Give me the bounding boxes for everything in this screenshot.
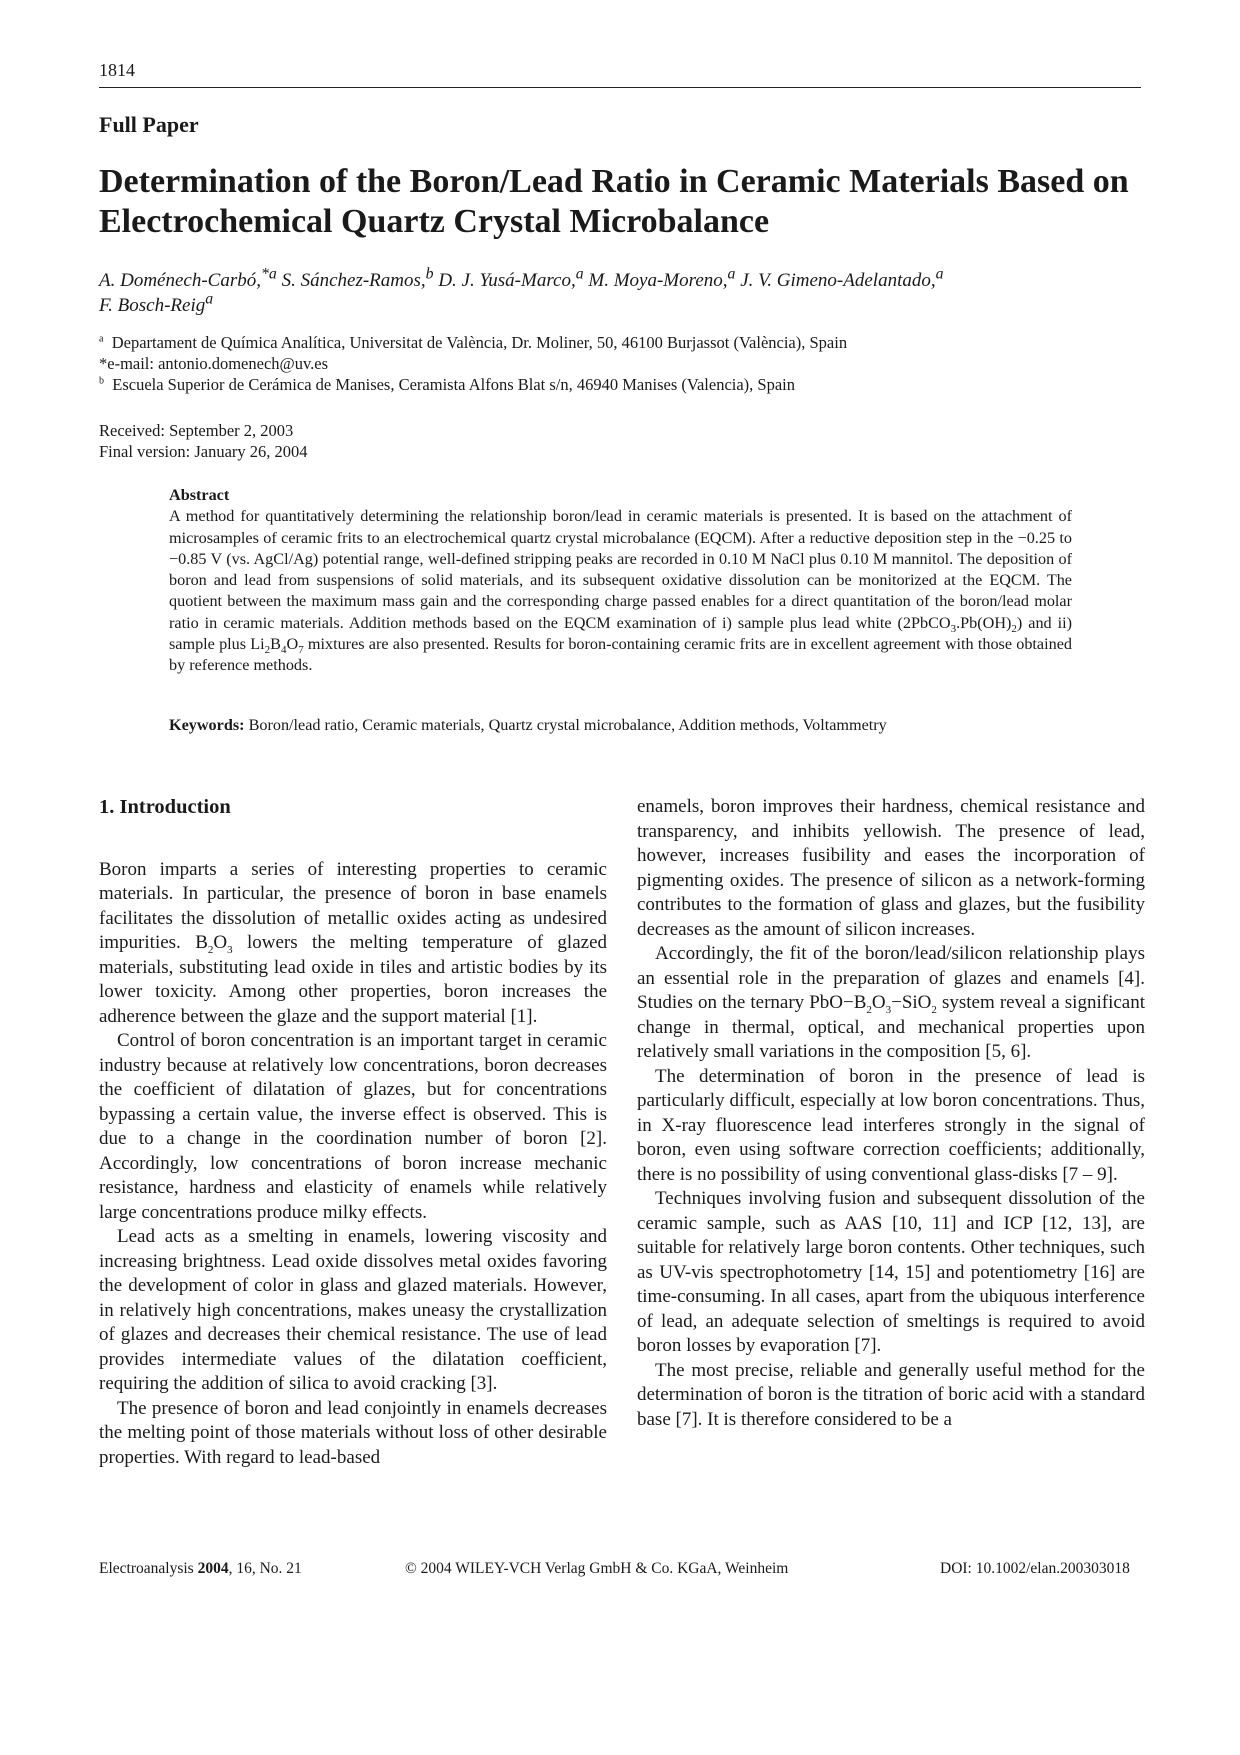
- affiliation-a: $^a$ Departament de Química Analítica, Universitat de València, Dr. Moliner, 50, 46100 Burjassot (València), Spain: [99, 333, 848, 352]
- section-heading: 1. Introduction: [99, 796, 231, 818]
- received-date: Received: September 2, 2003: [99, 421, 294, 440]
- paragraph: Accordingly, the fit of the boron/lead/silicon relationship plays an essential role in the preparation of glazes and enamels [4]. Studies on the ternary $PbO-B_2O_3-SiO_2$ system reveal a significant change in thermal, optical, and mechanical properties upon relatively small variations in the composition [5, 6].: [637, 943, 1145, 1062]
- right-column: [637, 795, 1145, 1432]
- affiliation-b: $^b$ Escuela Superior de Cerámica de Manises, Ceramista Alfons Blat s/n, 46940 Manises (Valencia), Spain: [99, 375, 796, 394]
- section-label: Full Paper: [99, 112, 199, 137]
- author: M. Moya-Moreno,$^a$: [588, 265, 736, 291]
- contact-email: *e-mail: antonio.domenech@uv.es: [99, 354, 329, 373]
- submission-dates: [99, 420, 308, 462]
- author: A. Doménech-Carbó,$^{*a}$: [99, 265, 277, 291]
- author: D. J. Yusá-Marco,$^a$: [438, 265, 584, 291]
- left-column: [99, 795, 607, 1470]
- author: S. Sánchez-Ramos,$^b$: [281, 265, 434, 291]
- paragraph: Boron imparts a series of interesting properties to ceramic materials. In particular, the presence of boron in base enamels facilitates the dissolution of metallic oxides acting as undesired impurities. $B_2O_3$ lowers the melting temperature of glazed materials, substituting lead oxide in tiles and artistic bodies by its lower toxicity. Among other properties, boron increases the adherence between the glaze and the support material [1].: [99, 858, 607, 1027]
- author: F. Bosch-Reig$^a$: [99, 290, 214, 316]
- paper-title: Determination of the Boron/Lead Ratio in Ceramic Materials Based on Electrochemical Quartz Crystal Microbalance: [99, 163, 1129, 240]
- footer-journal: Electroanalysis 2004, 16, No. 21: [99, 1560, 302, 1577]
- footer-copyright: © 2004 WILEY-VCH Verlag GmbH & Co. KGaA, Weinheim: [405, 1560, 789, 1577]
- page-number: 1814: [99, 60, 135, 80]
- paragraph: The presence of boron and lead conjointly in enamels decreases the melting point of those materials without loss of other desirable properties. With regard to lead-based: [99, 1397, 607, 1468]
- abstract-body: A method for quantitatively determining the relationship boron/lead in ceramic materials is presented. It is based on the attachment of microsamples of ceramic frits to an electrochemical quartz crystal microbalance (EQCM). After a reductive deposition step in the −0.25 to −0.85 V (vs. AgCl/Ag) potential range, well-defined stripping peaks are recorded in 0.10 M NaCl plus 0.10 M mannitol. The deposition of boron and lead from suspensions of solid materials, and its subsequent oxidative dissolution can be monitorized at the EQCM. The quotient between the maximum mass gain and the corresponding charge passed enables for a direct quantitation of the boron/lead molar ratio in ceramic materials. Addition methods based on the EQCM examination of i) sample plus lead white $(2PbCO_3.Pb(OH)_2)$ and ii) sample plus $Li_2B_4O_7$ mixtures are also presented. Results for boron-containing ceramic frits are in excellent agreement with those obtained by reference methods.: [169, 507, 1072, 675]
- keywords-label: Keywords:: [169, 716, 245, 734]
- author: J. V. Gimeno-Adelantado,$^a$: [740, 265, 944, 291]
- abstract-heading: Abstract: [169, 486, 230, 504]
- paragraph: The determination of boron in the presence of lead is particularly difficult, especially at low boron concentrations. Thus, in X-ray fluorescence lead interferes strongly in the signal of boron, even using software correction coefficients; additionally, there is no possibility of using conventional glass-disks [7 – 9].: [637, 1065, 1145, 1185]
- footer-doi: DOI: 10.1002/elan.200303018: [940, 1560, 1130, 1577]
- header-rule: [99, 87, 1141, 88]
- paragraph: Techniques involving fusion and subsequent dissolution of the ceramic sample, such as AAS [10, 11] and ICP [12, 13], are suitable for relatively large boron contents. Other techniques, such as UV-vis spectrophotometry [14, 15] and potentiometry [16] are time-consuming. In all cases, apart from the ubiquous interference of lead, an adequate selection of smeltings is required to avoid boron losses by evaporation [7].: [637, 1188, 1145, 1356]
- author-list: [99, 265, 1149, 318]
- abstract: [169, 485, 1072, 677]
- paragraph: Lead acts as a smelting in enamels, lowering viscosity and increasing brightness. Lead oxide dissolves metal oxides favoring the development of color in glass and glazed materials. However, in relatively high concentrations, makes uneasy the crystallization of glazes and decreases their chemical resistance. The use of lead provides intermediate values of the dilatation coefficient, requiring the addition of silica to avoid cracking [3].: [99, 1226, 607, 1394]
- keywords: [169, 716, 1129, 735]
- paragraph: Control of boron concentration is an important target in ceramic industry because at relatively low concentrations, boron decreases the coefficient of dilatation of glazes, but for concentrations bypassing a certain value, the inverse effect is observed. This is due to a change in the coordination number of boron [2]. Accordingly, low concentrations of boron increase mechanic resistance, hardness and elasticity of enamels while relatively large concentrations produce milky effects.: [99, 1030, 607, 1223]
- keywords-text: Boron/lead ratio, Ceramic materials, Quartz crystal microbalance, Addition methods, Voltammetry: [248, 716, 887, 734]
- paragraph: enamels, boron improves their hardness, chemical resistance and transparency, and inhibits yellowish. The presence of lead, however, increases fusibility and eases the incorporation of pigmenting oxides. The presence of silicon as a network-forming contributes to the formation of glass and glazes, but the fusibility decreases as the amount of silicon increases.: [637, 796, 1145, 940]
- final-version-date: Final version: January 26, 2004: [99, 442, 308, 461]
- paragraph: The most precise, reliable and generally useful method for the determination of boron is the titration of boric acid with a standard base [7]. It is therefore considered to be a: [637, 1359, 1145, 1430]
